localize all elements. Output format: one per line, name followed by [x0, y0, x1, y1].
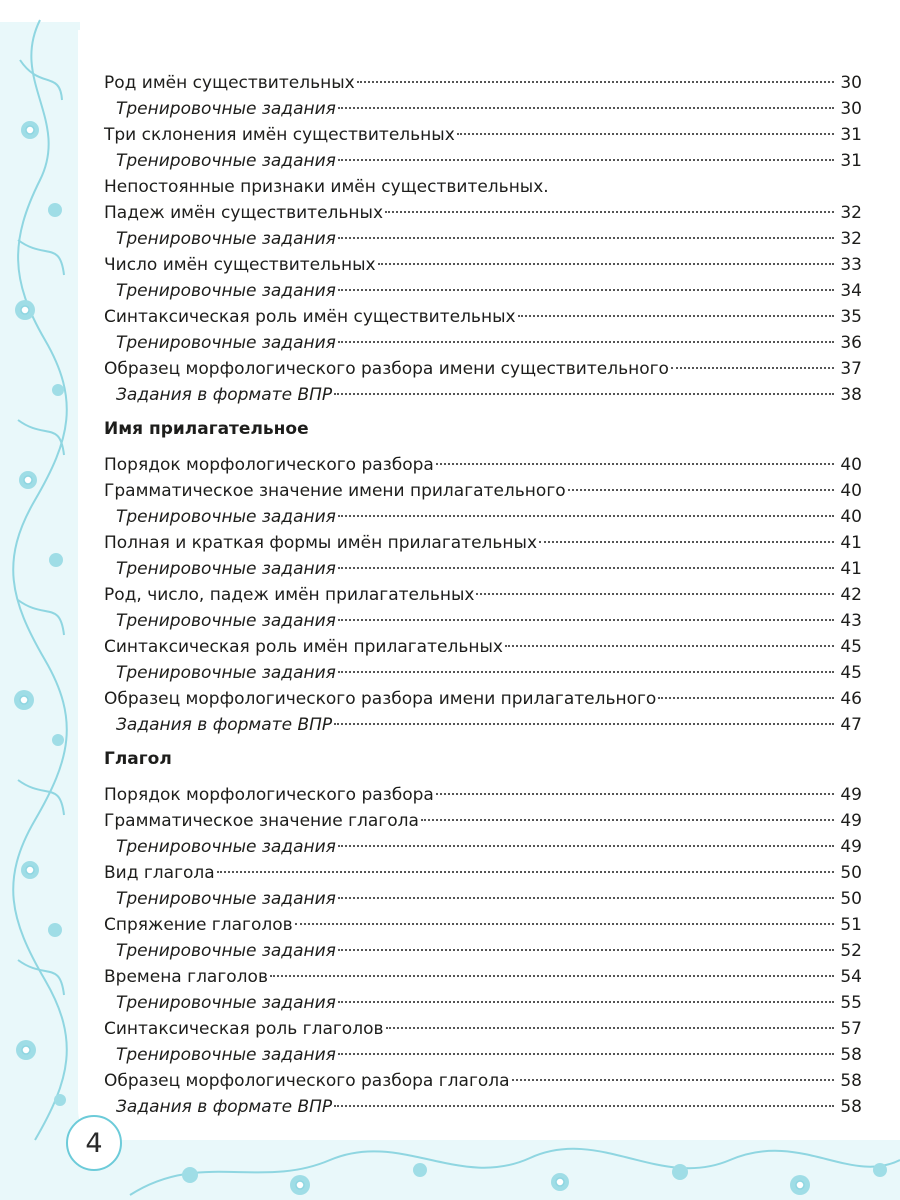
toc-entry	[104, 886, 862, 912]
toc-entry	[104, 834, 862, 860]
toc-entry-page: 38	[840, 385, 862, 405]
toc-entry	[104, 782, 862, 808]
dot-leader	[334, 723, 834, 725]
toc-entry-page: 31	[840, 151, 862, 171]
dot-leader	[568, 489, 834, 491]
toc-entry-page: 32	[840, 229, 862, 249]
dot-leader	[421, 819, 834, 821]
toc-entry	[104, 964, 862, 990]
toc-entry-page: 45	[840, 663, 862, 683]
toc-entry-page: 35	[840, 307, 862, 327]
toc-entry-page: 40	[840, 455, 862, 475]
dot-leader	[671, 367, 834, 369]
dot-leader	[338, 289, 834, 291]
toc-entry-title: Задания в формате ВПР	[116, 1097, 333, 1117]
toc-entry-title: Времена глаголов	[104, 967, 268, 987]
dot-leader	[338, 671, 834, 673]
toc-entry-page: 50	[840, 889, 862, 909]
dot-leader	[338, 107, 834, 109]
dot-leader	[518, 315, 834, 317]
page-number: 4	[66, 1115, 122, 1171]
toc-entry-page: 45	[840, 637, 862, 657]
toc-entry-page: 55	[840, 993, 862, 1013]
toc-entry-page: 33	[840, 255, 862, 275]
toc-entry	[104, 712, 862, 738]
toc-entry-page: 49	[840, 811, 862, 831]
toc-entry	[104, 608, 862, 634]
section-heading: Имя прилагательное	[104, 419, 309, 439]
toc-entry-title: Тренировочные задания	[116, 889, 336, 909]
toc-entry-page: 58	[840, 1071, 862, 1091]
dot-leader	[385, 211, 834, 213]
toc-entry-page: 58	[840, 1045, 862, 1065]
toc-entry	[104, 226, 862, 252]
toc-entry	[104, 556, 862, 582]
toc-entry-title: Образец морфологического разбора глагола	[104, 1071, 510, 1091]
dot-leader	[386, 1027, 835, 1029]
toc-entry	[104, 504, 862, 530]
dot-leader	[338, 159, 834, 161]
toc-entry	[104, 530, 862, 556]
toc-entry-title: Синтаксическая роль имён прилагательных	[104, 637, 503, 657]
toc-entry	[104, 938, 862, 964]
toc-entry-page: 46	[840, 689, 862, 709]
toc-entry-page: 34	[840, 281, 862, 301]
toc-entry-title: Образец морфологического разбора имени прилагательного	[104, 689, 657, 709]
toc-entry-page: 49	[840, 837, 862, 857]
toc-entry-title: Тренировочные задания	[116, 611, 336, 631]
toc-entry-title: Грамматическое значение глагола	[104, 811, 419, 831]
toc-entry	[104, 1068, 862, 1094]
dot-leader	[539, 541, 834, 543]
dot-leader	[338, 567, 834, 569]
dot-leader	[295, 923, 834, 925]
toc-entry-page: 58	[840, 1097, 862, 1117]
toc-entry-title: Порядок морфологического разбора	[104, 785, 434, 805]
toc-entry-title: Тренировочные задания	[116, 333, 336, 353]
toc-entry	[104, 330, 862, 356]
dot-leader	[338, 897, 834, 899]
toc-entry-title: Синтаксическая роль имён существительных	[104, 307, 516, 327]
toc-entry	[104, 660, 862, 686]
dot-leader	[436, 793, 834, 795]
toc-entry-page: 47	[840, 715, 862, 735]
toc-entry-title: Тренировочные задания	[116, 281, 336, 301]
toc-entry	[104, 70, 862, 96]
toc-entry	[104, 452, 862, 478]
toc-entry	[104, 1094, 862, 1120]
toc-entry-page: 50	[840, 863, 862, 883]
toc-entry-title: Непостоянные признаки имён существительных.	[104, 177, 549, 197]
toc-entry-title: Тренировочные задания	[116, 507, 336, 527]
toc-entry-title: Тренировочные задания	[116, 229, 336, 249]
toc-entry	[104, 96, 862, 122]
dot-leader	[476, 593, 834, 595]
toc-entry-title: Тренировочные задания	[116, 559, 336, 579]
dot-leader	[338, 1053, 834, 1055]
dot-leader	[436, 463, 834, 465]
toc-entry-page: 52	[840, 941, 862, 961]
toc-entry-title: Падеж имён существительных	[104, 203, 384, 223]
toc-entry	[104, 634, 862, 660]
toc-entry-title: Задания в формате ВПР	[116, 715, 333, 735]
dot-leader	[338, 515, 834, 517]
dot-leader	[270, 975, 834, 977]
dot-leader	[658, 697, 834, 699]
toc-entry-page: 32	[840, 203, 862, 223]
section-heading: Глагол	[104, 749, 172, 769]
dot-leader	[338, 845, 834, 847]
toc-entry-title: Тренировочные задания	[116, 663, 336, 683]
toc-entry-title: Спряжение глаголов	[104, 915, 293, 935]
table-of-contents	[104, 70, 862, 1120]
toc-entry-title: Образец морфологического разбора имени существительного	[104, 359, 669, 379]
toc-entry-page: 31	[840, 125, 862, 145]
toc-entry	[104, 582, 862, 608]
dot-leader	[505, 645, 834, 647]
toc-entry-page: 40	[840, 481, 862, 501]
toc-entry-title: Грамматическое значение имени прилагательного	[104, 481, 566, 501]
toc-entry-title: Синтаксическая роль глаголов	[104, 1019, 384, 1039]
dot-leader	[457, 133, 834, 135]
toc-entry	[104, 148, 862, 174]
toc-entry-page: 30	[840, 73, 862, 93]
toc-entry-title: Род, число, падеж имён прилагательных	[104, 585, 475, 605]
toc-entry-title: Полная и краткая формы имён прилагательных	[104, 533, 538, 553]
toc-entry	[104, 278, 862, 304]
toc-entry-page: 37	[840, 359, 862, 379]
toc-entry	[104, 200, 862, 226]
toc-entry-title: Порядок морфологического разбора	[104, 455, 434, 475]
dot-leader	[338, 237, 834, 239]
toc-entry	[104, 174, 862, 200]
toc-entry-title: Тренировочные задания	[116, 941, 336, 961]
toc-entry	[104, 860, 862, 886]
toc-entry-title: Тренировочные задания	[116, 151, 336, 171]
toc-entry	[104, 382, 862, 408]
toc-entry	[104, 252, 862, 278]
toc-entry-title: Задания в формате ВПР	[116, 385, 333, 405]
toc-entry-page: 41	[840, 559, 862, 579]
toc-entry-page: 42	[840, 585, 862, 605]
toc-entry-page: 36	[840, 333, 862, 353]
toc-entry	[104, 304, 862, 330]
toc-entry-page: 30	[840, 99, 862, 119]
dot-leader	[357, 81, 834, 83]
dot-leader	[512, 1079, 834, 1081]
toc-entry	[104, 356, 862, 382]
toc-entry-title: Три склонения имён существительных	[104, 125, 455, 145]
toc-entry-title: Тренировочные задания	[116, 837, 336, 857]
dot-leader	[338, 1001, 834, 1003]
toc-entry-page: 49	[840, 785, 862, 805]
dot-leader	[334, 1105, 834, 1107]
toc-entry	[104, 990, 862, 1016]
toc-entry-page: 40	[840, 507, 862, 527]
toc-entry	[104, 1016, 862, 1042]
dot-leader	[338, 949, 834, 951]
toc-entry-title: Вид глагола	[104, 863, 215, 883]
toc-entry-title: Тренировочные задания	[116, 1045, 336, 1065]
toc-entry	[104, 478, 862, 504]
toc-entry-page: 43	[840, 611, 862, 631]
toc-entry	[104, 808, 862, 834]
toc-entry	[104, 912, 862, 938]
toc-entry-title: Тренировочные задания	[116, 99, 336, 119]
toc-entry	[104, 686, 862, 712]
toc-entry-page: 54	[840, 967, 862, 987]
toc-entry-title: Тренировочные задания	[116, 993, 336, 1013]
dot-leader	[334, 393, 834, 395]
dot-leader	[378, 263, 834, 265]
toc-entry	[104, 1042, 862, 1068]
toc-entry	[104, 122, 862, 148]
dot-leader	[338, 619, 834, 621]
dot-leader	[217, 871, 834, 873]
toc-entry-page: 57	[840, 1019, 862, 1039]
dot-leader	[338, 341, 834, 343]
toc-entry-page: 41	[840, 533, 862, 553]
toc-entry-page: 51	[840, 915, 862, 935]
toc-entry-title: Род имён существительных	[104, 73, 355, 93]
toc-entry-title: Число имён существительных	[104, 255, 376, 275]
